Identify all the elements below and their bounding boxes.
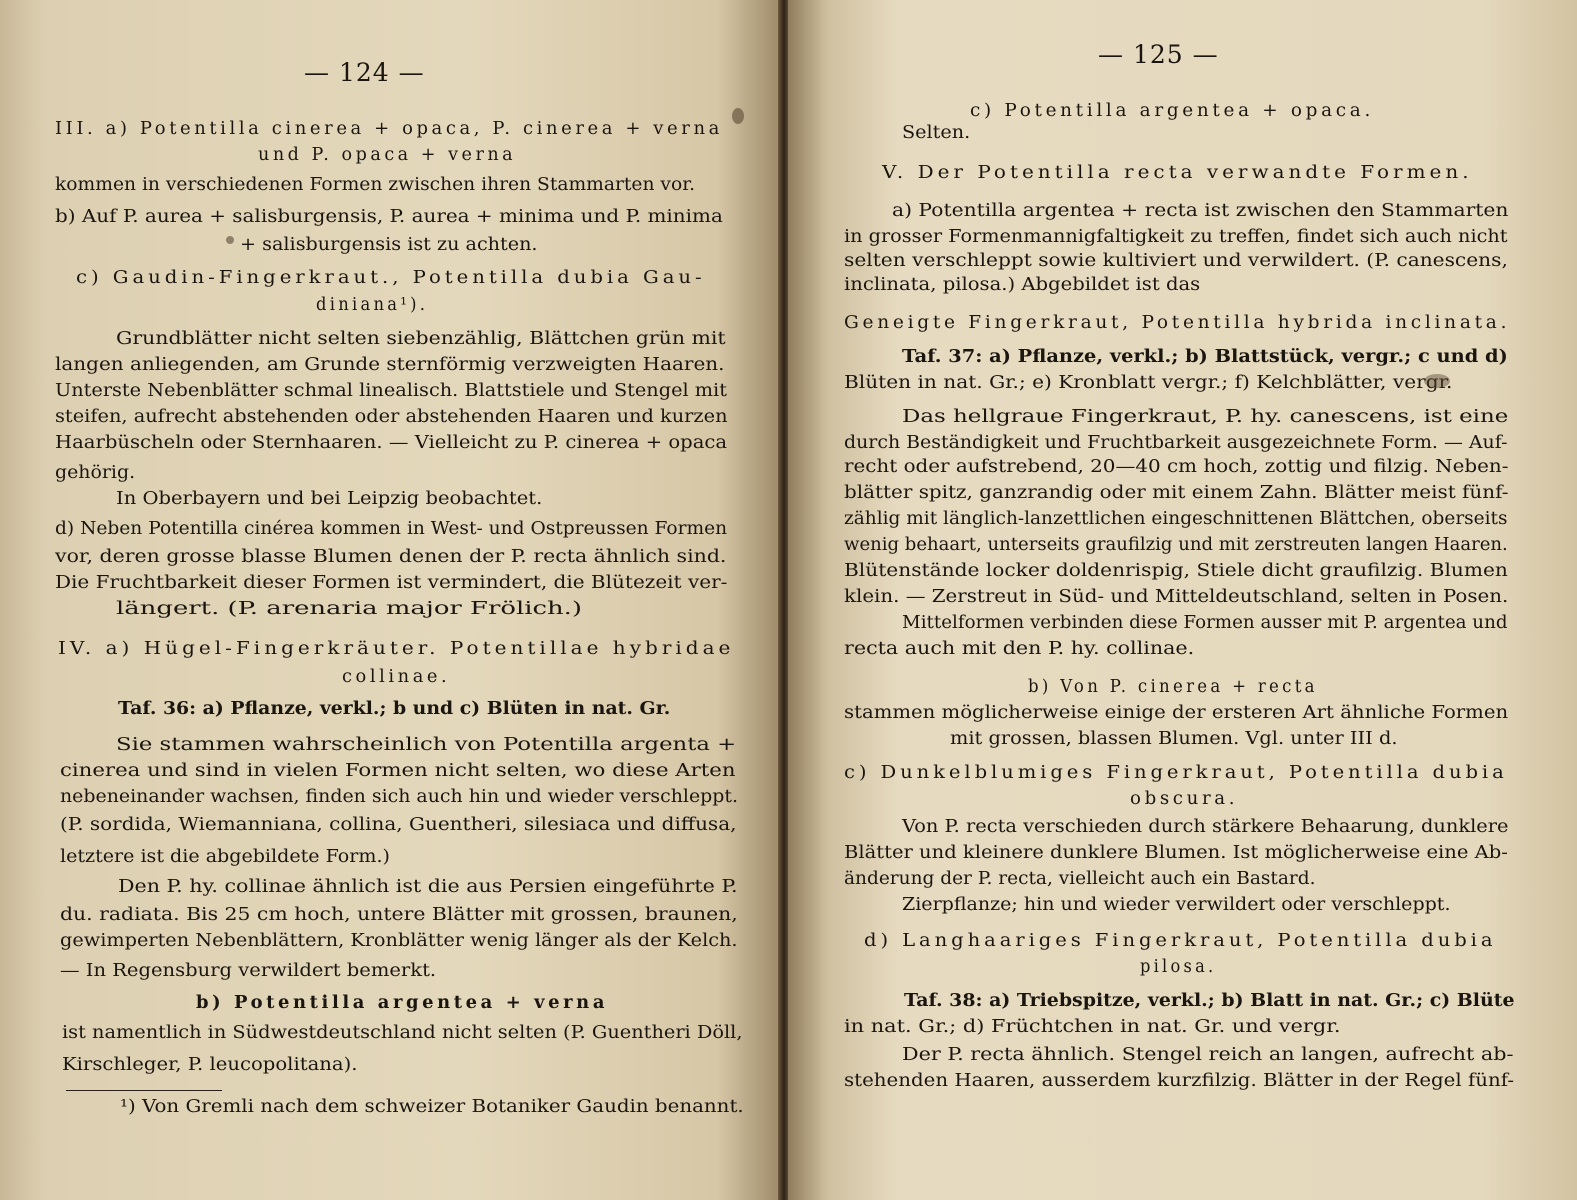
left-text-line: längert. (P. arenaria major Frölich.): [116, 599, 583, 619]
right-text-line: c) Potentilla argentea + opaca.: [970, 101, 1374, 121]
left-text-line: b) Auf P. aurea + salisburgensis, P. aurea + minima und P. minima: [55, 207, 723, 227]
right-text-line: pilosa.: [1140, 957, 1217, 977]
right-text-line: stehenden Haaren, ausserdem kurzfilzig. Blätter in der Regel fünf-: [844, 1071, 1515, 1091]
left-text-line: letztere ist die abgebildete Form.): [60, 847, 390, 867]
right-text-line: zählig mit länglich-lanzettlichen eingeschnittenen Blättchen, oberseits: [844, 509, 1508, 529]
left-text-line: du. radiata. Bis 25 cm hoch, untere Blätter mit grossen, braunen,: [60, 905, 738, 925]
right-page: [788, 0, 1577, 1200]
right-text-line: Der P. recta ähnlich. Stengel reich an langen, aufrecht ab-: [902, 1045, 1514, 1065]
right-text-line: inclinata, pilosa.) Abgebildet ist das: [844, 275, 1201, 295]
right-text-line: Blütenstände locker doldenrispig, Stiele dicht graufilzig. Blumen: [844, 561, 1508, 581]
right-text-line: in nat. Gr.; d) Früchtchen in nat. Gr. und vergr.: [844, 1017, 1341, 1037]
right-text-line: selten verschleppt sowie kultiviert und verwildert. (P. canescens,: [844, 251, 1508, 271]
stain-spot: [732, 108, 744, 124]
right-text-line: Zierpflanze; hin und wieder verwildert oder verschleppt.: [902, 895, 1451, 915]
left-text-line: In Oberbayern und bei Leipzig beobachtet.: [116, 489, 543, 509]
left-page: [0, 0, 780, 1200]
right-page-number: — 125 —: [1098, 40, 1219, 69]
right-text-line: in grosser Formenmannigfaltigkeit zu treffen, findet sich auch nicht: [844, 227, 1508, 247]
left-page-number: — 124 —: [304, 58, 425, 87]
left-text-line: c) Gaudin-Fingerkraut., Potentilla dubia Gau-: [76, 268, 706, 288]
left-text-line: Sie stammen wahrscheinlich von Potentilla argenta +: [116, 735, 737, 755]
left-text-line: Taf. 36: a) Pflanze, verkl.; b und c) Blüten in nat. Gr.: [118, 699, 671, 719]
left-text-line: nebeneinander wachsen, finden sich auch hin und wieder verschleppt.: [60, 787, 739, 807]
left-text-line: diniana¹).: [316, 295, 429, 315]
left-text-line: Die Fruchtbarkeit dieser Formen ist vermindert, die Blütezeit ver-: [55, 573, 728, 593]
left-text-line: ist namentlich in Südwestdeutschland nicht selten (P. Guentheri Döll,: [62, 1023, 743, 1043]
right-text-line: V. Der Potentilla recta verwandte Formen.: [882, 163, 1473, 183]
left-text-line: collinae.: [342, 667, 451, 687]
right-text-line: obscura.: [1130, 789, 1239, 809]
left-text-line: gewimperten Nebenblättern, Kronblätter wenig länger als der Kelch.: [60, 931, 738, 951]
right-text-line: Taf. 37: a) Pflanze, verkl.; b) Blattstück, vergr.; c und d): [902, 347, 1508, 367]
left-text-line: IV. a) Hügel-Fingerkräuter. Potentillae hybridae: [58, 639, 735, 659]
left-text-line: Kirschleger, P. leucopolitana).: [62, 1055, 358, 1075]
right-text-line: recta auch mit den P. hy. collinae.: [844, 639, 1195, 659]
right-text-line: d) Langhaariges Fingerkraut, Potentilla dubia: [864, 931, 1497, 951]
left-text-line: + salisburgensis ist zu achten.: [240, 235, 538, 255]
left-text-line: und P. opaca + verna: [258, 145, 517, 165]
left-text-line: (P. sordida, Wiemanniana, collina, Guentheri, silesiaca und diffusa,: [60, 815, 737, 835]
left-text-line: kommen in verschiedenen Formen zwischen ihren Stammarten vor.: [55, 175, 696, 195]
right-text-line: recht oder aufstrebend, 20—40 cm hoch, zottig und filzig. Neben-: [844, 457, 1509, 477]
right-text-line: Von P. recta verschieden durch stärkere Behaarung, dunklere: [902, 817, 1509, 837]
right-text-line: mit grossen, blassen Blumen. Vgl. unter III d.: [950, 729, 1398, 749]
right-text-line: durch Beständigkeit und Fruchtbarkeit ausgezeichnete Form. — Auf-: [844, 433, 1508, 453]
right-text-line: Geneigte Fingerkraut, Potentilla hybrida inclinata.: [844, 313, 1511, 333]
right-text-line: Taf. 38: a) Triebspitze, verkl.; b) Blatt in nat. Gr.; c) Blüte: [904, 991, 1515, 1011]
right-text-line: Selten.: [902, 123, 971, 143]
left-text-line: Haarbüscheln oder Sternhaaren. — Vielleicht zu P. cinerea + opaca: [55, 433, 728, 453]
left-text-line: Grundblätter nicht selten siebenzählig, Blättchen grün mit: [116, 329, 726, 349]
left-text-line: cinerea und sind in vielen Formen nicht selten, wo diese Arten: [60, 761, 736, 781]
footnote-rule: [66, 1090, 222, 1091]
left-text-line: III. a) Potentilla cinerea + opaca, P. cinerea + verna: [55, 119, 723, 139]
right-text-line: Das hellgraue Fingerkraut, P. hy. canescens, ist eine: [902, 407, 1509, 427]
right-text-line: a) Potentilla argentea + recta ist zwischen den Stammarten: [892, 201, 1509, 221]
left-text-line: langen anliegenden, am Grunde sternförmig verzweigten Haaren.: [55, 355, 725, 375]
left-text-line: ¹) Von Gremli nach dem schweizer Botaniker Gaudin benannt.: [120, 1097, 744, 1117]
left-text-line: d) Neben Potentilla cinérea kommen in West- und Ostpreussen Formen: [55, 519, 728, 539]
right-text-line: änderung der P. recta, vielleicht auch ein Bastard.: [844, 869, 1316, 889]
left-text-line: — In Regensburg verwildert bemerkt.: [60, 961, 437, 981]
left-text-line: b) Potentilla argentea + verna: [196, 993, 609, 1013]
stain-spot: [1424, 374, 1450, 388]
right-text-line: wenig behaart, unterseits graufilzig und mit zerstreuten langen Haaren.: [844, 535, 1508, 555]
right-text-line: blätter spitz, ganzrandig oder mit einem Zahn. Blätter meist fünf-: [844, 483, 1509, 503]
stain-spot: [226, 236, 234, 244]
left-text-line: Unterste Nebenblätter schmal linealisch. Blattstiele und Stengel mit: [55, 381, 727, 401]
left-text-line: gehörig.: [55, 463, 136, 483]
right-text-line: Blätter und kleinere dunklere Blumen. Ist möglicherweise eine Ab-: [844, 843, 1508, 863]
left-text-line: Den P. hy. collinae ähnlich ist die aus Persien eingeführte P.: [118, 877, 738, 897]
right-text-line: Blüten in nat. Gr.; e) Kronblatt vergr.; f) Kelchblätter, vergr.: [844, 373, 1453, 393]
right-text-line: klein. — Zerstreut in Süd- und Mitteldeutschland, selten in Posen.: [844, 587, 1509, 607]
right-text-line: stammen möglicherweise einige der ersteren Art ähnliche Formen: [844, 703, 1509, 723]
right-text-line: Mittelformen verbinden diese Formen ausser mit P. argentea und: [902, 613, 1508, 633]
right-text-line: b) Von P. cinerea + recta: [1028, 677, 1318, 697]
left-text-line: steifen, aufrecht abstehenden oder abstehenden Haaren und kurzen: [55, 407, 728, 427]
left-text-line: vor, deren grosse blasse Blumen denen der P. recta ähnlich sind.: [55, 547, 727, 567]
right-text-line: c) Dunkelblumiges Fingerkraut, Potentilla dubia: [844, 763, 1508, 783]
